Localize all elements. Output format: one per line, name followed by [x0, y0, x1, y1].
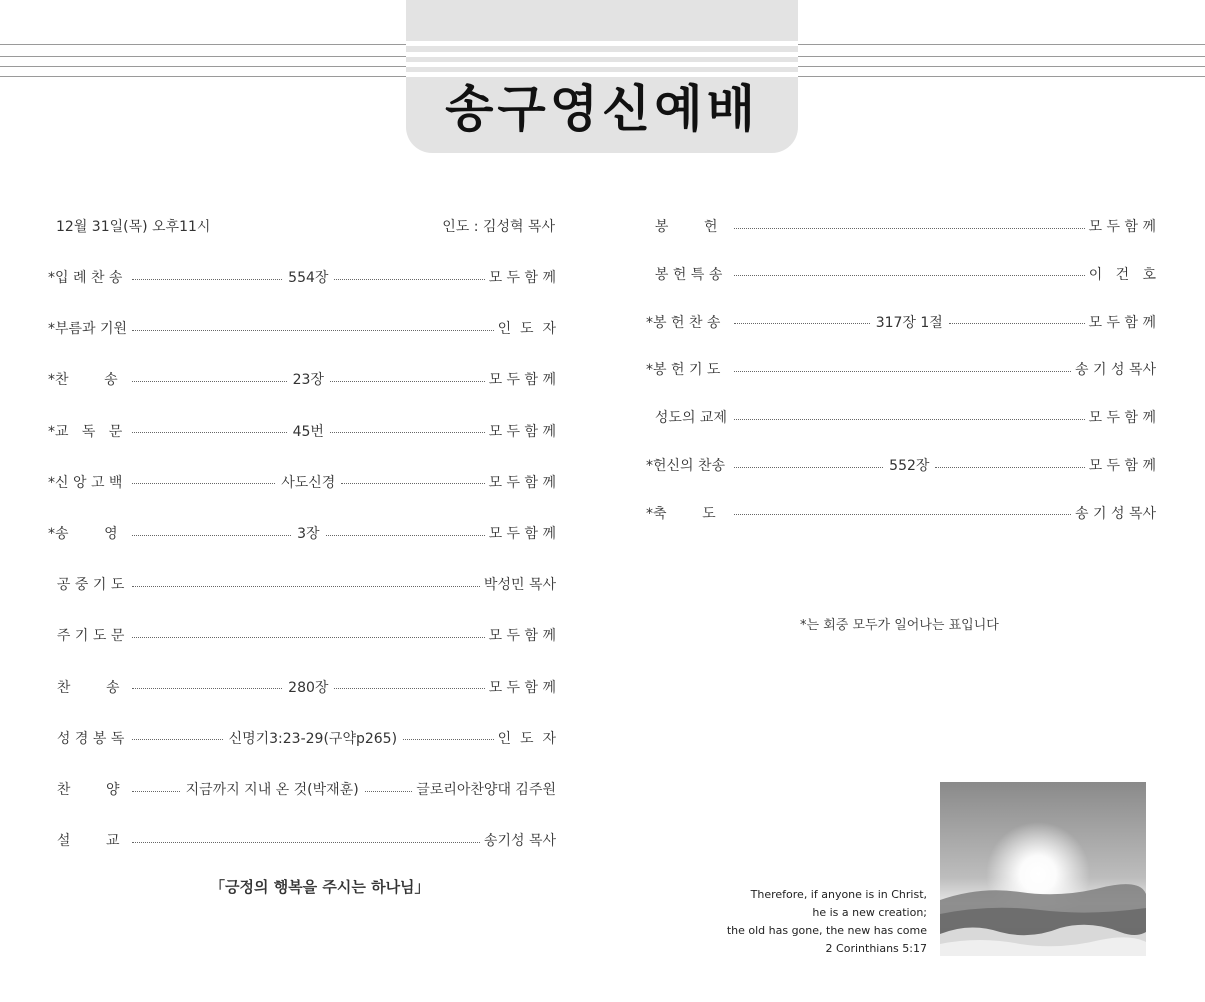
program-item-person: 송 기 성 목사 — [1075, 505, 1156, 522]
program-item-person: 이 건 호 — [1088, 266, 1156, 283]
dot-leader — [132, 432, 287, 433]
verse-line: he is a new creation; — [812, 906, 927, 919]
program-item-detail: 지금까지 지내 온 것(박재훈) — [185, 782, 359, 798]
dot-leader — [734, 514, 1071, 515]
program-item — [646, 358, 1156, 380]
bible-verse — [727, 886, 927, 958]
verse-line: Therefore, if anyone is in Christ, — [750, 888, 927, 901]
program-item-label: 주 기 도 문 — [48, 628, 125, 645]
program-item-person: 모 두 함 께 — [1088, 410, 1156, 427]
tab-stripe — [406, 41, 798, 46]
program-item-person: 글로리아찬양대 김주원 — [416, 782, 556, 798]
program-item-label: *봉 헌 기 도 — [646, 362, 721, 379]
dot-leader — [949, 323, 1085, 324]
dot-leader — [734, 419, 1085, 420]
dot-leader — [330, 381, 485, 382]
page-title: 송구영신예배 — [445, 79, 759, 138]
program-item-label: *헌신의 찬송 — [646, 458, 726, 474]
program-item-label: *입 례 찬 송 — [48, 270, 123, 286]
dot-leader — [132, 688, 282, 689]
program-item-person: 모 두 함 께 — [488, 679, 557, 696]
program-item-label: 봉 헌 — [646, 219, 718, 235]
program-item — [48, 727, 556, 749]
program-item-detail: 23장 — [292, 372, 324, 389]
program-item-label: 성도의 교제 — [646, 410, 727, 427]
program-item-person: 모 두 함 께 — [488, 372, 557, 389]
program-item — [48, 573, 556, 595]
program-item — [48, 829, 556, 851]
dot-leader — [334, 688, 484, 689]
program-item-label: 찬 송 — [48, 679, 120, 696]
dot-leader — [132, 483, 275, 484]
program-item-label: *봉 헌 찬 송 — [646, 314, 721, 331]
dot-leader — [132, 381, 287, 382]
program-item-detail: 45번 — [292, 423, 324, 440]
program-item-person: 모 두 함 께 — [1088, 219, 1156, 235]
program-item-label: 성 경 봉 독 — [48, 730, 125, 747]
dot-leader — [330, 432, 485, 433]
program-item — [646, 454, 1156, 476]
program-item-detail: 사도신경 — [281, 474, 336, 491]
program-item-person: 모 두 함 께 — [1088, 458, 1157, 474]
program-item-label: *찬 송 — [48, 372, 118, 389]
title-tab — [406, 0, 798, 153]
program-item-person: 모 두 함 께 — [488, 423, 557, 440]
program-item-label: 찬 양 — [48, 782, 120, 798]
program-item — [646, 406, 1156, 428]
program-item-person: 송기성 목사 — [483, 833, 556, 850]
program-item-label: *축 도 — [646, 505, 716, 522]
program-item-label: 공 중 기 도 — [48, 577, 125, 594]
program-item-person: 모 두 함 께 — [1088, 314, 1156, 331]
dot-leader — [326, 535, 485, 536]
dot-leader — [132, 535, 291, 536]
program-item-person: 인 도 자 — [497, 730, 556, 747]
dot-leader — [734, 228, 1085, 229]
program-item-label: 봉 헌 특 송 — [646, 266, 723, 283]
program-item — [48, 522, 556, 544]
dot-leader — [935, 467, 1084, 468]
program-item-person: 인 도 자 — [497, 321, 556, 338]
program-item — [48, 471, 556, 493]
program-item-detail: 554장 — [288, 270, 329, 286]
standing-note: *는 회중 모두가 일어나는 표입니다 — [800, 618, 999, 633]
dot-leader — [365, 791, 413, 792]
dot-leader — [132, 791, 180, 792]
program-item-label: *교 독 문 — [48, 423, 123, 440]
program-item-person: 모 두 함 께 — [488, 270, 557, 286]
program-item-person: 모 두 함 께 — [488, 526, 557, 542]
dot-leader — [734, 467, 883, 468]
program-item-detail: 317장 1절 — [875, 314, 943, 331]
program-item-detail: 552장 — [889, 458, 930, 474]
program-item-label: *신 앙 고 백 — [48, 474, 123, 491]
service-date: 12월 31일(목) 오후11시 — [56, 219, 211, 235]
dot-leader — [132, 279, 282, 280]
program-item — [646, 502, 1156, 524]
dot-leader — [734, 323, 870, 324]
program-item — [48, 368, 556, 390]
program-item-person: 모 두 함 께 — [488, 474, 556, 491]
program-item-label: *송 영 — [48, 526, 118, 542]
program-item — [48, 624, 556, 646]
dot-leader — [734, 371, 1071, 372]
dot-leader — [132, 586, 480, 587]
program-item-person: 모 두 함 께 — [488, 628, 556, 645]
program-item-detail: 신명기3:23-29(구약p265) — [228, 730, 398, 747]
service-leader: 인도 : 김성혁 목사 — [442, 219, 555, 235]
tab-stripe — [406, 72, 798, 77]
program-item — [48, 317, 556, 339]
program-item — [48, 420, 556, 442]
dot-leader — [403, 739, 494, 740]
program-item-person: 박성민 목사 — [483, 577, 556, 594]
tab-stripe — [406, 52, 798, 57]
dot-leader — [132, 739, 223, 740]
dot-leader — [132, 842, 480, 843]
program-item-detail: 3장 — [297, 526, 320, 542]
program-item-detail: 280장 — [288, 679, 329, 696]
sunrise-photo — [940, 782, 1146, 956]
dot-leader — [334, 279, 484, 280]
dot-leader — [132, 637, 485, 638]
program-item — [48, 676, 556, 698]
program-item — [646, 263, 1156, 285]
program-item — [646, 215, 1156, 237]
program-item — [646, 311, 1156, 333]
program-item-person: 송 기 성 목사 — [1075, 362, 1156, 379]
program-item — [48, 266, 556, 288]
program-item-label: *부름과 기원 — [48, 321, 128, 338]
tab-stripe — [406, 62, 798, 67]
sermon-title: 「긍정의 행복을 주시는 하나님」 — [210, 878, 430, 896]
dot-leader — [341, 483, 484, 484]
dot-leader — [132, 330, 494, 331]
verse-line: the old has gone, the new has come — [726, 924, 927, 937]
program-item — [48, 778, 556, 800]
program-item-label: 설 교 — [48, 833, 120, 850]
verse-reference: 2 Corinthians 5:17 — [825, 942, 927, 955]
dot-leader — [734, 275, 1085, 276]
